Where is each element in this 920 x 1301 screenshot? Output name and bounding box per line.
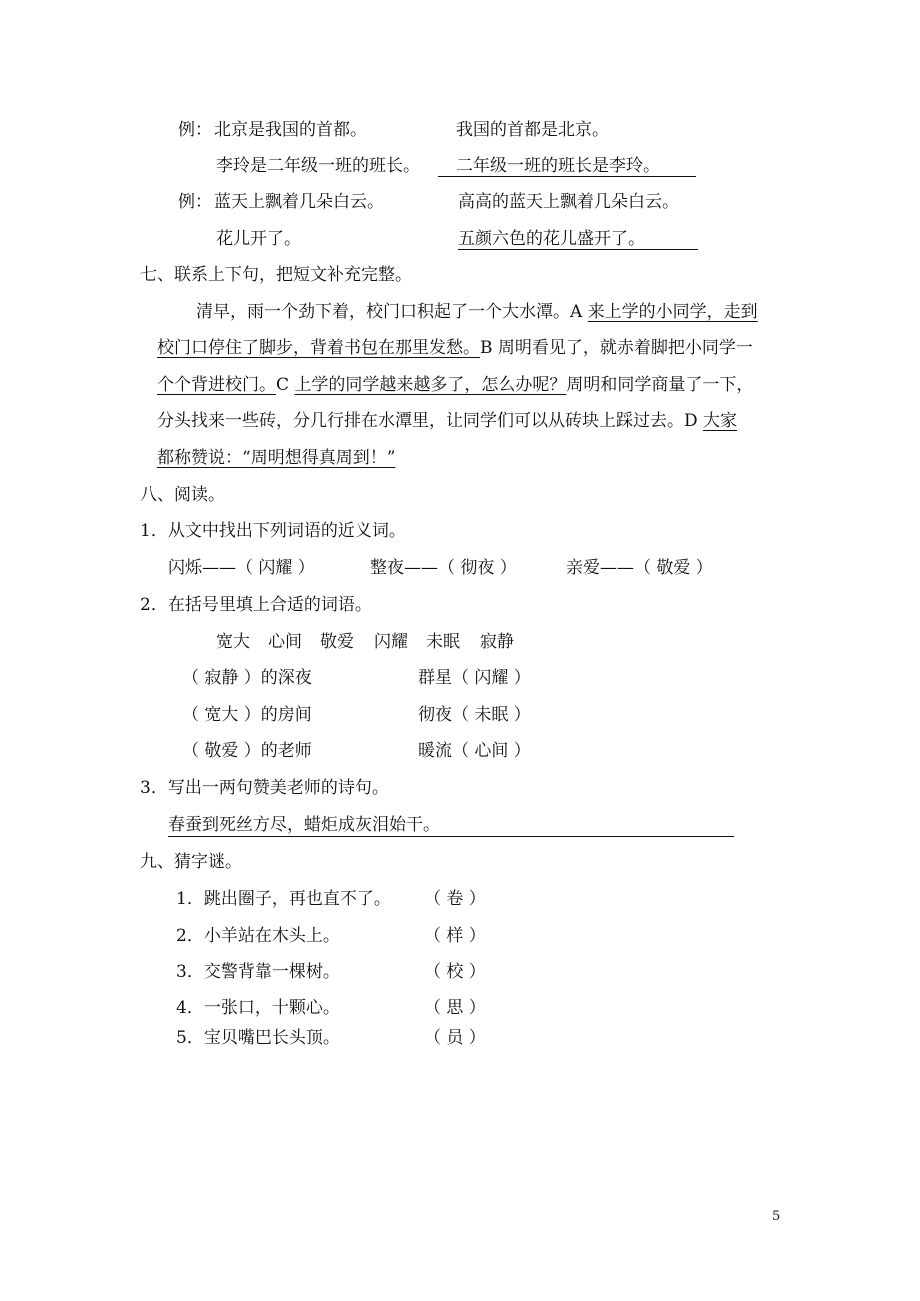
example-1-prefix: 例：	[178, 120, 212, 140]
section-9-heading: 九、猜字谜。	[140, 852, 242, 872]
answer-line	[438, 176, 696, 177]
question-2-answer: 五颜六色的花儿盛开了。	[458, 229, 645, 249]
riddle-answer: （ 卷 ）	[424, 889, 486, 909]
riddle-question: 4．一张口，十颗心。	[176, 998, 340, 1018]
example-1-sentence: 北京是我国的首都。	[214, 120, 367, 140]
word-bank-item: 闪耀	[374, 632, 408, 652]
q3-title: 3．写出一两句赞美老师的诗句。	[140, 778, 389, 798]
riddle-question: 3．交警背靠一棵树。	[176, 962, 340, 982]
riddle-question: 2．小羊站在木头上。	[176, 926, 340, 946]
question-1-answer: 二年级一班的班长是李玲。	[456, 156, 660, 176]
q1-title: 1．从文中找出下列词语的近义词。	[140, 521, 406, 541]
riddle-answer: （ 思 ）	[424, 998, 486, 1018]
answer-line	[168, 836, 734, 837]
example-1-rewrite: 我国的首都是北京。	[456, 120, 609, 140]
example-2-rewrite: 高高的蓝天上飘着几朵白云。	[458, 192, 679, 212]
word-bank-item: 敬爱	[320, 632, 354, 652]
fill-item-right: 群星（ 闪耀 ）	[418, 668, 531, 688]
page-number: 5	[772, 1209, 781, 1224]
fill-item-left: （ 宽大 ）的房间	[182, 705, 312, 725]
riddle-answer: （ 员 ）	[424, 1028, 486, 1048]
synonym-item: 整夜——（ 彻夜 ）	[370, 558, 517, 578]
passage-line-4: 分头找来一些砖，分几行排在水潭里，让同学们可以从砖块上踩过去。D 大家	[157, 411, 738, 431]
passage-line-2: 校门口停住了脚步，背着书包在那里发愁。B 周明看见了，就赤着脚把小同学一	[157, 338, 753, 358]
word-bank-item: 心间	[268, 632, 302, 652]
example-2-prefix: 例：	[178, 192, 212, 212]
question-2-sentence: 花儿开了。	[216, 229, 301, 249]
fill-item-right: 彻夜（ 未眠 ）	[418, 705, 531, 725]
word-bank-item: 未眠	[426, 632, 460, 652]
riddle-answer: （ 样 ）	[424, 926, 486, 946]
passage-line-5: 都称赞说：“周明想得真周到！”	[157, 448, 396, 468]
q3-answer: 春蚕到死丝方尽，蜡炬成灰泪始干。	[168, 815, 440, 835]
riddle-answer: （ 校 ）	[424, 962, 486, 982]
synonym-item: 闪烁——（ 闪耀 ）	[168, 558, 315, 578]
word-bank-item: 宽大	[216, 632, 250, 652]
fill-item-left: （ 寂静 ）的深夜	[182, 668, 312, 688]
example-2-sentence: 蓝天上飘着几朵白云。	[214, 192, 384, 212]
section-7-heading: 七、联系上下句，把短文补充完整。	[140, 265, 412, 285]
passage-line-1: 清早，雨一个劲下着，校门口积起了一个大水潭。A 来上学的小同学，走到	[196, 302, 758, 322]
fill-item-right: 暖流（ 心间 ）	[418, 741, 531, 761]
q2-title: 2．在括号里填上合适的词语。	[140, 595, 372, 615]
riddle-question: 5．宝贝嘴巴长头顶。	[176, 1028, 340, 1048]
passage-line-3: 个个背进校门。C 上学的同学越来越多了，怎么办呢？周明和同学商量了一下，	[157, 375, 754, 395]
section-8-heading: 八、阅读。	[140, 485, 225, 505]
fill-item-left: （ 敬爱 ）的老师	[182, 741, 312, 761]
question-1-sentence: 李玲是二年级一班的班长。	[216, 156, 420, 176]
synonym-item: 亲爱——（ 敬爱 ）	[566, 558, 713, 578]
answer-line	[458, 249, 698, 250]
riddle-question: 1．跳出圈子，再也直不了。	[176, 889, 391, 909]
word-bank-item: 寂静	[480, 632, 514, 652]
